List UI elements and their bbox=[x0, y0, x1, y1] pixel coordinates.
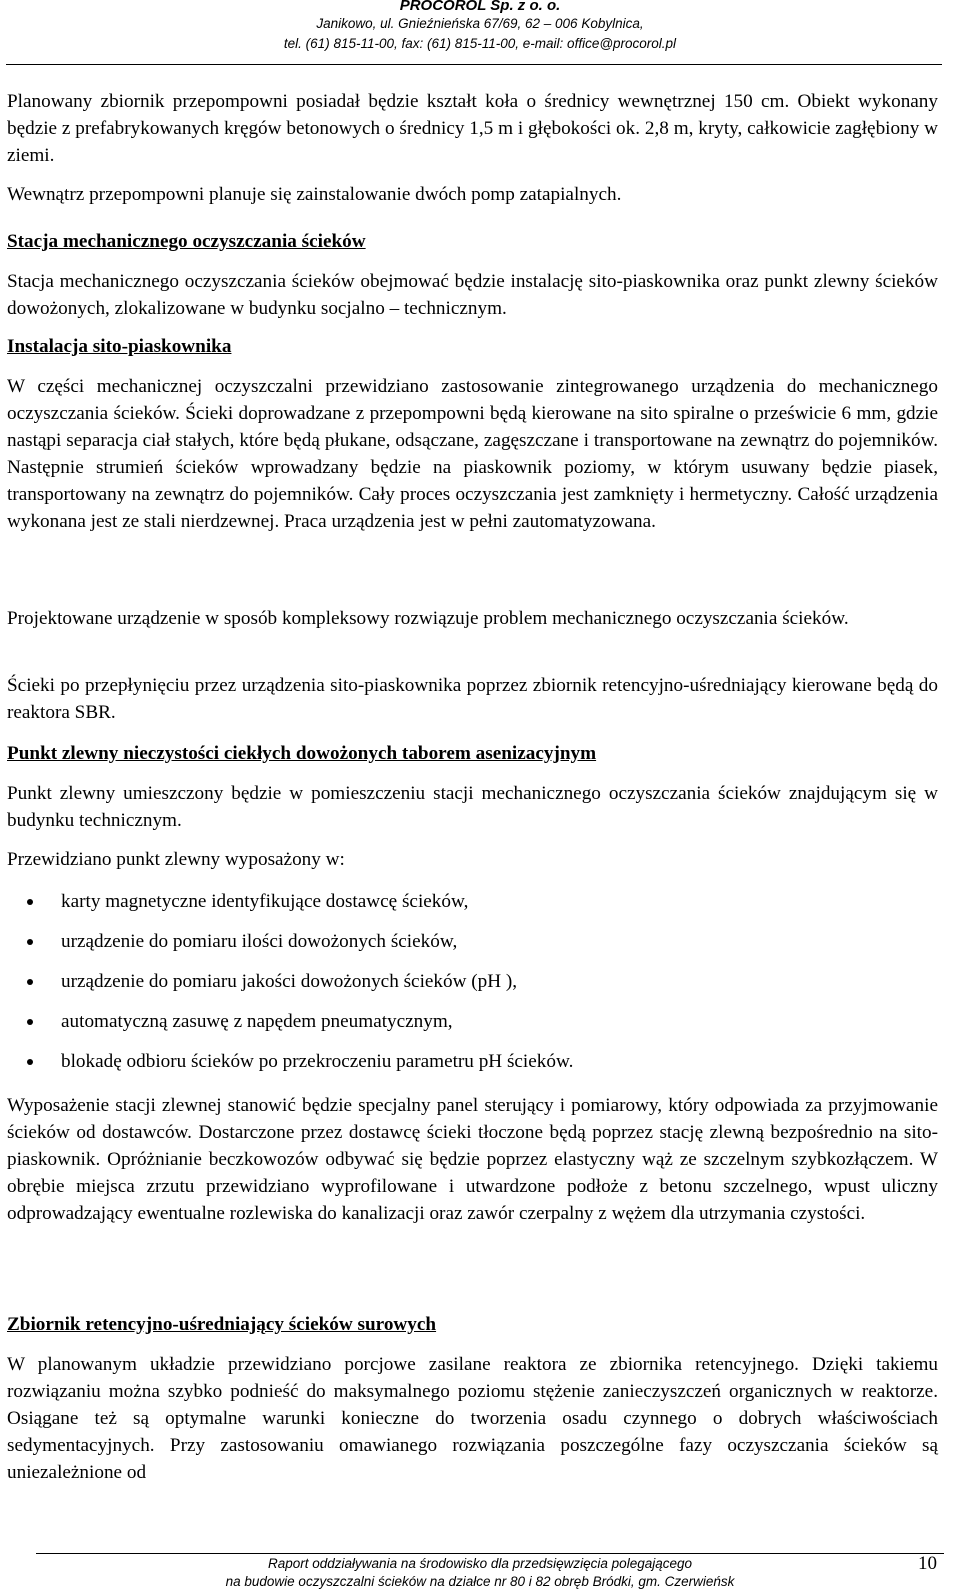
list-item-text: urządzenie do pomiaru ilości dowożonych ścieków, bbox=[61, 931, 458, 952]
section-zbiornik-body bbox=[7, 1351, 938, 1486]
bullet-icon bbox=[27, 899, 33, 905]
header-address: Janikowo, ul. Gnieźnieńska 67/69, 62 – 006 Kobylnica, bbox=[316, 16, 644, 31]
paragraph-punkt-1: Punkt zlewny umieszczony będzie w pomieszczeniu stacji mechanicznego oczyszczania ścieków znajdującym się w budynku technicznym. bbox=[7, 783, 938, 831]
section-punkt-body-3 bbox=[7, 1092, 938, 1227]
list-item-text: automatyczną zasuwę z napędem pneumatycznym, bbox=[61, 1011, 453, 1032]
list-item-text: blokadę odbioru ścieków po przekroczeniu parametru pH ścieków. bbox=[61, 1051, 574, 1072]
list-item bbox=[7, 968, 907, 995]
paragraph-punkt-2: Przewidziano punkt zlewny wyposażony w: bbox=[7, 849, 345, 870]
intro-block bbox=[7, 88, 938, 169]
paragraph-intro-1: Planowany zbiornik przepompowni posiadał będzie kształt koła o średnicy wewnętrznej 150 cm. Obiekt wykonany będzie z prefabrykowanych kręgów betonowych o średnicy 1,5 m i głębokości ok. 2,8 m, kryty, całkowicie zagłębiony w ziemi. bbox=[7, 91, 938, 166]
header-divider bbox=[6, 64, 942, 65]
list-item bbox=[7, 1008, 907, 1035]
section-stacja-body bbox=[7, 268, 938, 322]
bullet-icon bbox=[27, 979, 33, 985]
section-sito-body-3 bbox=[7, 672, 938, 726]
heading-sito: Instalacja sito-piaskownika bbox=[7, 336, 232, 357]
section-sito-body-2 bbox=[7, 605, 938, 632]
header-company: PROCOROL Sp. z o. o. bbox=[399, 0, 561, 14]
paragraph-punkt-3: Wyposażenie stacji zlewnej stanowić będzie specjalny panel sterujący i pomiarowy, który odpowiada za przyjmowanie ścieków od dostawców. Dostarczone przez dostawcę ścieki tłoczone będą poprzez stację zlewną bezpośrednio na sito-piaskownik. Opróżnianie beczkowozów odbywać się będzie poprzez elastyczny wąż ze szczelnym szybkozłączem. W obrębie miejsca zrzutu przewidziano wyprofilowane i utwardzone podłoże z betonu szczelnego, wpust uliczny odprowadzający ewentualne rozlewiska do kanalizacji oraz zawór czerpalny z wężem dla utrzymania czystości. bbox=[7, 1095, 938, 1224]
paragraph-intro-2: Wewnątrz przepompowni planuje się zainstalowanie dwóch pomp zatapialnych. bbox=[7, 184, 622, 205]
heading-punkt: Punkt zlewny nieczystości ciekłych dowożonych taborem asenizacyjnym bbox=[7, 743, 597, 764]
paragraph-sito-2: Projektowane urządzenie w sposób kompleksowy rozwiązuje problem mechanicznego oczyszczania ścieków. bbox=[7, 608, 849, 629]
bullet-icon bbox=[27, 1019, 33, 1025]
section-punkt-body bbox=[7, 780, 938, 834]
footer-divider bbox=[36, 1553, 944, 1554]
paragraph-sito-3: Ścieki po przepłynięciu przez urządzenia sito-piaskownika poprzez zbiornik retencyjno-uśredniający kierowane będą do reaktora SBR. bbox=[7, 675, 938, 723]
page-number: 10 bbox=[918, 1553, 937, 1574]
list-item bbox=[7, 888, 907, 915]
list-item bbox=[7, 1048, 907, 1075]
list-item bbox=[7, 928, 907, 955]
footer-line-2: na budowie oczyszczalni ścieków na działce nr 80 i 82 obręb Bródki, gm. Czerwieńsk bbox=[225, 1574, 735, 1589]
section-stacja bbox=[7, 228, 938, 255]
list-item-text: karty magnetyczne identyfikujące dostawcę ścieków, bbox=[61, 891, 469, 912]
paragraph-sito-1: W części mechanicznej oczyszczalni przewidziano zastosowanie zintegrowanego urządzenia do mechanicznego oczyszczania ścieków. Ścieki doprowadzane z przepompowni będą kierowane na sito spiralne o prześwicie 6 mm, gdzie nastąpi separacja ciał stałych, które będą płukane, odsączane, zagęszczane i transportowane na zewnątrz do pojemników. Następnie strumień ścieków wprowadzany będzie na piaskownik poziomy, w którym usuwany będzie piasek, transportowany na zewnątrz do pojemników. Cały proces oczyszczania jest zamknięty i hermetyczny. Całość urządzenia wykonana jest ze stali nierdzewnej. Praca urządzenia jest w pełni zautomatyzowana. bbox=[7, 376, 938, 532]
bullet-icon bbox=[27, 1059, 33, 1065]
footer-line-1: Raport oddziaływania na środowisko dla przedsięwzięcia polegającego bbox=[268, 1556, 692, 1571]
bullet-icon bbox=[27, 939, 33, 945]
section-zbiornik bbox=[7, 1311, 938, 1338]
intro-block-2 bbox=[7, 181, 938, 208]
heading-stacja: Stacja mechanicznego oczyszczania ścieków bbox=[7, 231, 366, 252]
heading-zbiornik: Zbiornik retencyjno-uśredniający ścieków surowych bbox=[7, 1314, 437, 1335]
section-punkt bbox=[7, 740, 938, 767]
section-sito bbox=[7, 333, 938, 360]
paragraph-zbiornik: W planowanym układzie przewidziano porcjowe zasilane reaktora ze zbiornika retencyjnego. Dzięki takiemu rozwiązaniu można szybko podnieść do maksymalnego poziomu stężenie zanieczyszczeń organicznych w reaktorze. Osiągane też są optymalne warunki konieczne do tworzenia osadu czynnego o dobrych właściwościach sedymentacyjnych. Przy zastosowaniu omawianego rozwiązania poszczególne fazy oczyszczania ścieków są uniezależnione od bbox=[7, 1354, 938, 1483]
section-sito-body bbox=[7, 373, 938, 535]
paragraph-stacja: Stacja mechanicznego oczyszczania ścieków obejmować będzie instalację sito-piaskownika oraz punkt zlewny ścieków dowożonych, zlokalizowane w budynku socjalno – technicznym. bbox=[7, 271, 938, 319]
list-item-text: urządzenie do pomiaru jakości dowożonych ścieków (pH ), bbox=[61, 971, 518, 992]
section-punkt-body-2 bbox=[7, 846, 938, 873]
header-contact: tel. (61) 815-11-00, fax: (61) 815-11-00, e-mail: office@procorol.pl bbox=[283, 36, 677, 51]
